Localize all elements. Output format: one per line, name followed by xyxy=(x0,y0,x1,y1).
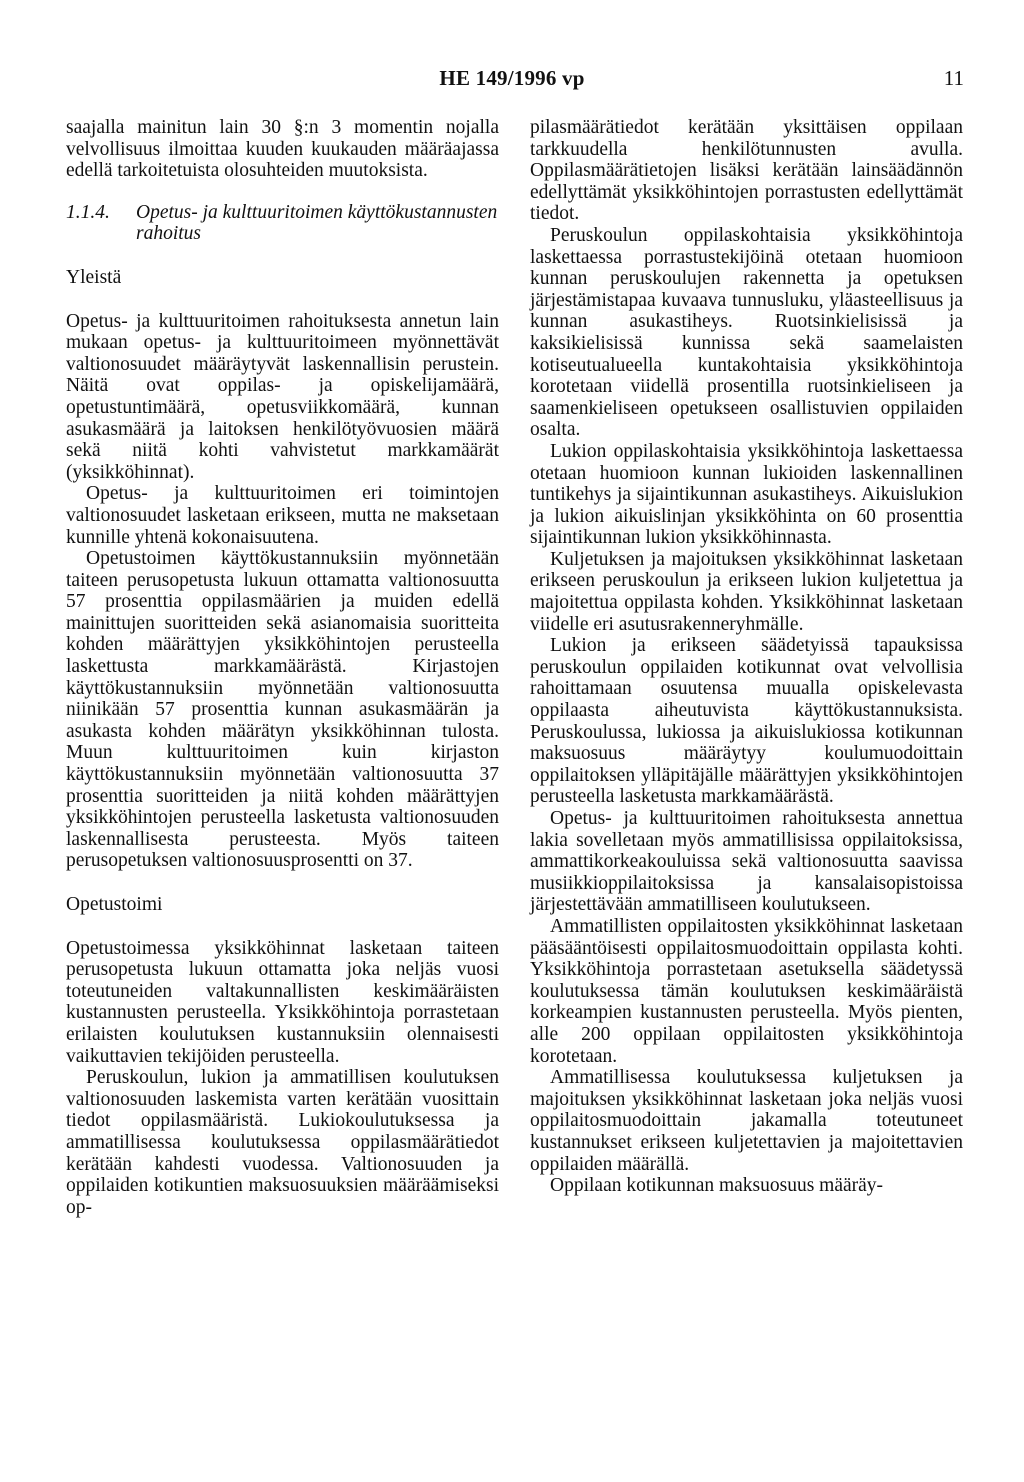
continued-paragraph: saajalla mainitun lain 30 §:n 3 momentin nojalla velvollisuus ilmoittaa kuuden kuukauden määräajassa edellä tarkoitetuista olosuhteiden muutoksista. xyxy=(66,117,499,182)
paragraph: Lukion oppilaskohtaisia yksikköhintoja laskettaessa otetaan huomioon kunnan lukioiden laskennallinen tuntikehys ja sijaintikunnan asukastiheys. Aikuislukion ja lukion aikuislinjan yksikköhinta on 60 prosenttia sijaintikunnan lukion yksikköhinnasta. xyxy=(530,440,963,549)
paragraph: Oppilaan kotikunnan maksuosuus määräy- xyxy=(550,1175,884,1197)
page-header xyxy=(0,66,1024,96)
section-title: Opetus- ja kulttuuritoimen käyttökustannusten rahoitus xyxy=(136,201,498,245)
subheading-education: Opetustoimi xyxy=(66,894,163,915)
section-number: 1.1.4. xyxy=(66,201,110,223)
paragraph: Peruskoulun, lukion ja ammatillisen koulutuksen valtionosuuden laskemista varten kerätään vuosittain tiedot oppilasmääristä. Lukiokoulutuksessa ja ammatillisessa koulutuksessa oppilasmäärätiedot kerätään kahdesti vuodessa. Valtionosuuden ja oppilaiden kotikuntien maksuosuuksien määräämiseksi op- xyxy=(66,1067,499,1218)
paragraph: Peruskoulun oppilaskohtaisia yksikköhintoja laskettaessa porrastustekijöinä otetaan huomioon kunnan peruskoulujen rakennetta ja opetuksen järjestämistapaa kuvaava tunnusluku, yläasteellisuus ja kunnan asukastiheys. Ruotsinkielisissä ja kaksikielisissä kunnissa sekä saamelaisten kotiseutualueella kuntakohtaisia yksikköhintoja korotetaan viidellä prosentilla ruotsinkieliseen ja saamenkieliseen opetukseen osallistuvien oppilaiden osalta. xyxy=(530,224,963,441)
paragraph: Opetus- ja kulttuuritoimen rahoituksesta annetun lain mukaan opetus- ja kulttuuritoimeen myönnettävät valtionosuudet määräytyvät laskennallisin perustein. Näitä ovat oppilas- ja opiskelijamäärä, opetustuntimäärä, opetusviikkomäärä, kunnan asukasmäärä ja laitoksen henkilötyövuosien määrä sekä niitä kohti vahvistetut markkamäärät (yksikköhinnat). xyxy=(66,310,499,483)
paragraph: Kuljetuksen ja majoituksen yksikköhinnat lasketaan erikseen peruskoulun ja erikseen lukion kuljetettua ja majoitettua oppilasta kohden. Yksikköhinnat lasketaan viidelle eri asutusrakenneryhmälle. xyxy=(530,548,963,635)
continued-paragraph: pilasmäärätiedot kerätään yksittäisen oppilaan tarkkuudella henkilötunnusten avulla. Oppilasmäärätietojen lisäksi kerätään lainsäädännön edellyttämät yksikköhintojen porrastusten edellyttämät tiedot. xyxy=(530,117,963,225)
right-column xyxy=(530,117,963,1197)
document-identifier: HE 149/1996 vp xyxy=(439,66,585,90)
paragraph: Opetus- ja kulttuuritoimen rahoituksesta annettua lakia sovelletaan myös ammatillisissa oppilaitoksissa, ammattikorkeakouluissa sekä valtionosuutta saavissa musiikkioppilaitoksissa ja kansalaisopistoissa järjestettävään ammatilliseen koulutukseen. xyxy=(530,808,963,916)
section-heading xyxy=(66,202,499,245)
paragraph: Opetus- ja kulttuuritoimen eri toimintojen valtionosuudet lasketaan erikseen, mutta ne maksetaan kunnille yhtenä kokonaisuutena. xyxy=(66,483,499,548)
paragraph: Lukion ja erikseen säädetyissä tapauksissa peruskoulun oppilaiden kotikunnat ovat velvollisia rahoittamaan osuutensa muualla opiskelevasta oppilaasta aiheutuvista käyttökustannuksista. Peruskoulussa, lukiossa ja aikuislukiossa kotikunnan maksuosuus määräytyy koulumuodoittain oppilaitoksen ylläpitäjälle määrättyjen yksikköhintojen perusteella lasketusta markkamäärästä. xyxy=(530,635,963,808)
paragraph: Opetustoimessa yksikköhinnat lasketaan taiteen perusopetusta lukuun ottamatta joka neljäs vuosi toteutuneiden valtakunnallisten keskimääräisten kustannusten perusteella. Yksikköhintoja porrastetaan erilaisten koulutuksen kustannuksiin olennaisesti vaikuttavien tekijöiden perusteella. xyxy=(66,937,499,1067)
paragraph: Ammatillisessa koulutuksessa kuljetuksen ja majoituksen yksikköhinnat lasketaan joka neljäs vuosi oppilaitosmuodoittain jakamalla toteutuneet kustannukset erikseen kuljetettavien ja majoitettavien oppilaiden määrällä. xyxy=(530,1067,963,1175)
page-number: 11 xyxy=(943,66,964,90)
paragraph: Ammatillisten oppilaitosten yksikköhinnat lasketaan pääsääntöisesti oppilaitosmuodoittain oppilasta kohti. Yksikköhintoja porrastetaan asetuksella säädetyssä koulutuksessa tämän koulutuksen keskimääräistä korkeampien kustannusten perusteella. Myös pienten, alle 200 oppilaan oppilaitosten yksikköhintoja korotetaan. xyxy=(530,915,963,1067)
subheading-general: Yleistä xyxy=(66,266,122,288)
left-column xyxy=(66,117,499,1218)
paragraph: Opetustoimen käyttökustannuksiin myönnetään taiteen perusopetusta lukuun ottamatta valtionosuutta 57 prosenttia oppilasmäärien ja muiden edellä mainittujen suoritteiden sekä asianomaisia suoritteita kohden määrättyjen yksikköhintojen perusteella laskettusta markkamäärästä. Kirjastojen käyttökustannuksiin myönnetään valtionosuutta niinikään 57 prosenttia kunnan asukasmäärän ja asukasta kohden määrätyn yksikköhinnan tulosta. Muun kulttuuritoimen kuin kirjaston käyttökustannuksiin myönnetään valtionosuutta 37 prosenttia suoritteiden ja niitä kohden määrättyjen yksikköhintojen perusteella lasketusta valtionosuuden laskennallisesta perusteesta. Myös taiteen perusopetuksen valtionosuusprosentti on 37. xyxy=(66,548,499,872)
